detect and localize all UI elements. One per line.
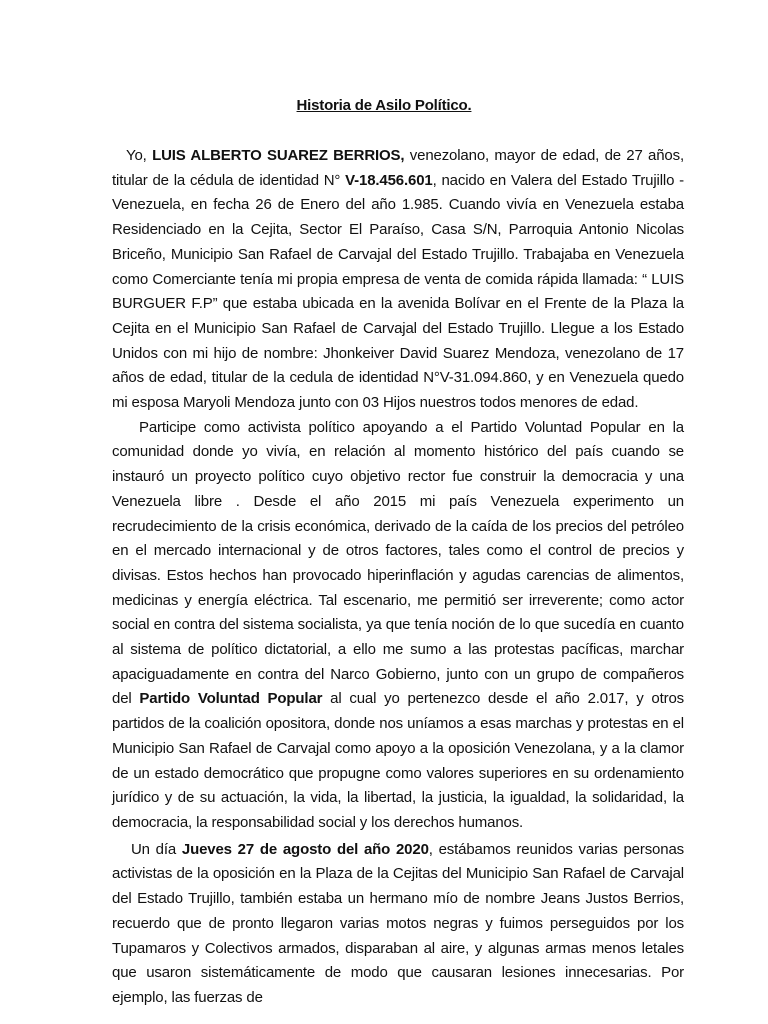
document-body xyxy=(112,144,684,1011)
paragraph-personal-info xyxy=(112,144,684,416)
paragraph-incident xyxy=(112,838,684,1011)
p3-text-a: Un día xyxy=(131,840,182,858)
p1-text-c: , nacido en Valera del Estado Trujillo - Venezuela, en fecha 26 de Enero del año 1.985. Cuando vivía en Venezuela estaba Residenciado en la Cejita, Sector El Paraíso, Casa S/N, Parroquia Antonio Nicolas Briceño, Municipio San Rafael de Carvajal del Estado Trujillo. Trabajaba en Venezuela como Comerciante tenía mi propia empresa de venta de comida rápida llamada: “ LUIS BURGUER F.P” que estaba ubicada en la avenida Bolívar en el Frente de la Plaza la Cejita en el Municipio San Rafael de Carvajal del Estado Trujillo. Llegue a los Estado Unidos con mi hijo de nombre: Jhonkeiver David Suarez Mendoza, venezolano de 17 años de edad, titular de la cedula de identidad N°V-31.094.860, y en Venezuela quedo mi esposa Maryoli Mendoza junto con 03 Hijos nuestros todos menores de edad. xyxy=(112,171,684,412)
id-number: V-18.456.601 xyxy=(345,171,433,189)
applicant-name: LUIS ALBERTO SUAREZ BERRIOS, xyxy=(152,147,405,164)
p1-text-a: Yo, xyxy=(126,147,153,164)
p3-text-b: , estábamos reunidos varias personas activistas de la oposición en la Plaza de la Cejitas del Municipio San Rafael de Carvajal del Estado Trujillo, también estaba un hermano mío de nombre Jeans Justos Berrios, recuerdo que de pronto llegaron varias motos negras y fuimos perseguidos por los Tupamaros y Colectivos armados, disparaban al aire, y algunas armas menos letales que usaron sistemáticamente de modo que causaran lesiones innecesarias. Por ejemplo, las fuerzas de xyxy=(112,840,684,1006)
incident-date: Jueves 27 de agosto del año 2020 xyxy=(181,840,429,858)
party-name: Partido Voluntad Popular xyxy=(139,690,323,708)
p1-text-b: venezolano, mayor de edad, de 27 años, titular de la cédula de identidad N° xyxy=(112,147,684,189)
p2-text-b: al cual yo pertenezco desde el año 2.017, y otros partidos de la coalición opositora, donde nos uníamos a esas marchas y protestas en el Municipio San Rafael de Carvajal como apoyo a la oposición Venezolana, y a la clamor de un estado democrático que propugne como valores superiores en su ordenamiento jurídico y de su actuación, la vida, la libertad, la justicia, la igualdad, la solidaridad, la democracia, la responsabilidad social y los derechos humanos. xyxy=(112,690,684,831)
paragraph-political-activity xyxy=(112,416,684,836)
p2-text-a: Participe como activista político apoyando a el Partido Voluntad Popular en la comunidad donde yo vivía, en relación al momento histórico del país cuando se instauró un proyecto político cuyo objetivo rector fue construir la democracia y una Venezuela libre . Desde el año 2015 mi país Venezuela experimento un recrudecimiento de la crisis económica, derivado de la caída de los precios del petróleo en el mercado internacional y de otros factores, tales como el control de precios y divisas. Estos hechos han provocado hiperinflación y agudas carencias de alimentos, medicinas y energía eléctrica. Tal escenario, me permitió ser irreverente; como actor social en contra del sistema socialista, ya que tenía noción de lo que sucedía en cuanto al sistema de político dictatorial, a ello me sumo a las protestas pacíficas, marchar apaciguadamente en contra del Narco Gobierno, junto con un grupo de compañeros del xyxy=(112,418,684,708)
document-title: Historia de Asilo Político. xyxy=(296,97,472,114)
